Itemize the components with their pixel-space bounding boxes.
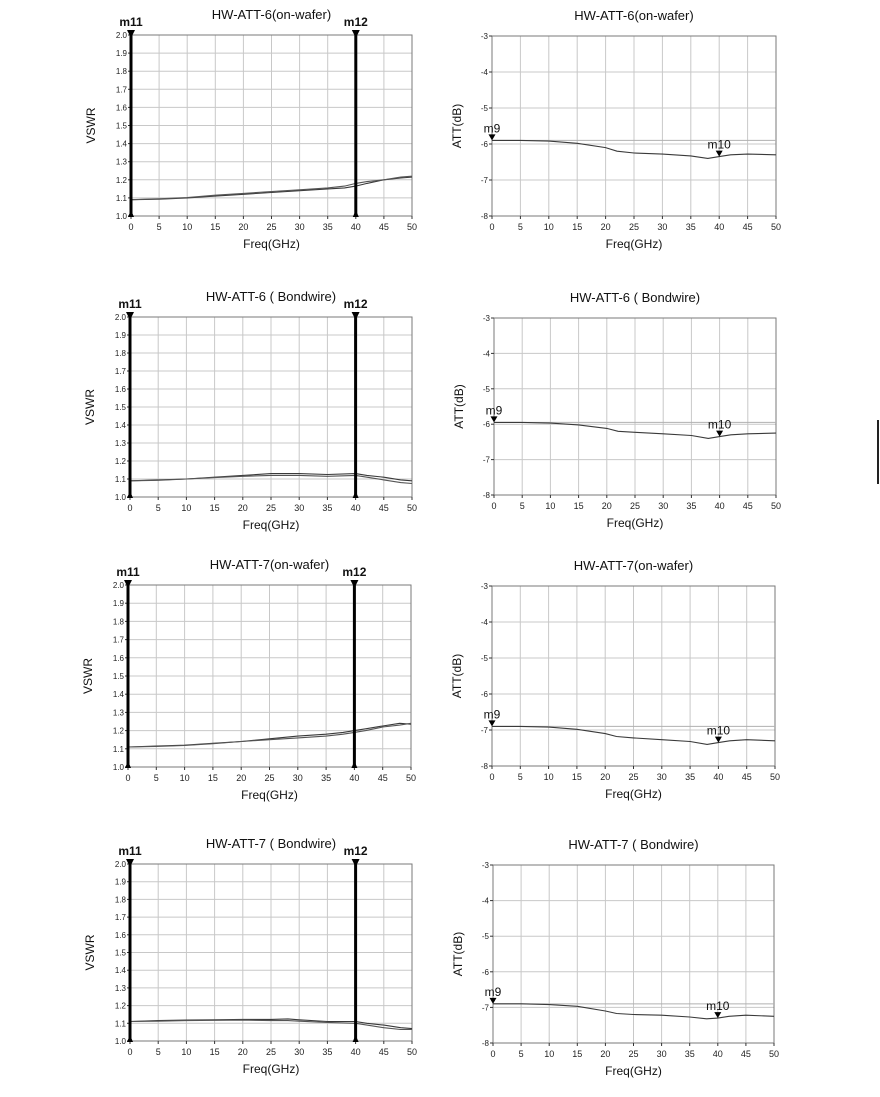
x-tick-label: 45 [742,222,753,232]
y-tick-label: 1.5 [114,403,126,412]
x-tick-label: 0 [490,1049,496,1059]
y-tick-label: 2.0 [112,581,124,590]
y-tick-label: 1.7 [115,85,127,95]
y-tick-label: -6 [480,690,488,699]
y-tick-label: -7 [482,455,490,465]
x-tick-label: 30 [292,773,303,783]
x-tick-label: 40 [714,222,725,232]
x-tick-label: 20 [600,1049,611,1059]
y-tick-label: 1.9 [112,599,124,609]
y-tick-label: 1.7 [114,367,126,376]
x-tick-label: 25 [265,503,277,513]
x-tick-label: 5 [153,773,159,783]
chart-title: HW-ATT-6(on-wafer) [211,7,332,22]
y-tick-label: -6 [482,420,490,430]
x-tick-label: 20 [600,772,611,782]
y-tick-label: -8 [481,1039,489,1048]
y-axis-label: VSWR [83,389,97,425]
y-tick-label: 1.1 [115,193,127,203]
x-tick-label: 35 [686,501,697,511]
y-tick-label: 1.2 [114,457,126,466]
y-tick-label: -3 [480,32,488,41]
x-tick-label: 10 [543,772,554,782]
y-axis-label: ATT(dB) [450,653,464,699]
chart-title: HW-ATT-6 ( Bondwire) [569,290,701,305]
chart-1 [84,7,417,251]
x-axis-label: Freq(GHz) [243,237,300,251]
x-tick-label: 50 [406,1047,418,1057]
marker-label-m12: m12 [343,297,368,311]
x-tick-label: 10 [181,503,192,513]
x-tick-label: 50 [770,501,782,511]
y-tick-label: 1.3 [114,983,126,993]
y-tick-label: -8 [482,491,490,500]
y-tick-label: -8 [480,212,488,221]
x-tick-label: 45 [741,772,752,782]
x-axis-label: Freq(GHz) [605,1064,662,1078]
x-tick-label: 30 [294,222,305,232]
x-tick-label: 20 [237,1047,248,1057]
y-tick-label: -5 [480,104,488,113]
y-tick-label: -3 [482,314,490,323]
y-axis-label: ATT(dB) [450,103,464,149]
x-tick-label: 20 [237,503,248,513]
x-tick-label: 35 [684,1049,695,1059]
x-tick-label: 15 [571,772,582,782]
x-tick-label: 0 [489,222,495,232]
x-tick-label: 50 [406,222,418,232]
y-tick-label: 1.3 [114,439,126,448]
marker-label-m10: m10 [707,137,731,152]
x-tick-label: 5 [156,222,162,232]
marker-label-m12: m12 [342,565,367,579]
x-tick-label: 50 [769,772,781,782]
y-tick-label: -5 [481,932,489,942]
x-tick-label: 45 [378,503,389,513]
y-tick-label: -5 [480,654,488,663]
x-tick-label: 5 [517,222,523,232]
x-tick-label: 30 [656,772,667,782]
y-tick-label: 1.8 [114,895,126,905]
x-tick-label: 25 [628,772,639,782]
y-tick-label: 1.1 [112,744,124,754]
marker-label-m12: m12 [343,15,368,29]
marker-label-m11: m11 [119,15,143,29]
x-tick-label: 20 [236,773,247,783]
x-tick-label: 25 [628,222,640,232]
x-tick-label: 30 [294,503,305,513]
y-tick-label: 1.2 [112,726,124,736]
y-tick-label: 2.0 [114,313,126,322]
chart-title: HW-ATT-7 ( Bondwire) [568,837,699,852]
y-tick-label: -4 [481,896,489,906]
y-tick-label: 1.3 [112,708,124,718]
y-tick-label: 1.2 [114,1001,126,1011]
x-tick-label: 35 [321,773,332,783]
x-tick-label: 0 [489,772,495,782]
marker-label-m10: m10 [706,999,730,1014]
x-tick-label: 40 [350,503,361,513]
y-tick-label: 2.0 [115,31,127,40]
y-axis-label: VSWR [81,658,95,694]
x-tick-label: 50 [770,222,782,232]
y-tick-label: -4 [480,68,488,77]
y-tick-label: 1.1 [114,475,126,484]
x-tick-label: 30 [294,1047,305,1057]
x-tick-label: 30 [656,1049,667,1059]
x-tick-label: 10 [543,222,554,232]
x-tick-label: 10 [545,501,556,511]
x-tick-label: 0 [127,1047,133,1057]
y-tick-label: 1.5 [114,948,126,958]
x-tick-label: 10 [181,1047,192,1057]
y-tick-label: 1.4 [114,421,126,430]
x-tick-label: 15 [210,222,221,232]
x-tick-label: 45 [378,1047,389,1057]
x-tick-label: 45 [740,1049,751,1059]
x-tick-label: 20 [600,222,611,232]
y-tick-label: 1.6 [112,653,124,663]
chart-3 [83,289,417,532]
x-tick-label: 0 [127,503,133,513]
y-tick-label: 1.3 [115,157,127,167]
y-tick-label: -6 [481,967,489,977]
x-axis-label: Freq(GHz) [605,237,663,251]
x-tick-label: 45 [742,501,753,511]
x-tick-label: 15 [573,501,584,511]
x-tick-label: 40 [712,1049,723,1059]
x-tick-label: 40 [350,222,361,232]
x-axis-label: Freq(GHz) [605,787,662,801]
x-axis-label: Freq(GHz) [241,788,298,802]
x-tick-label: 40 [349,773,360,783]
x-tick-label: 25 [264,773,275,783]
y-axis-label: VSWR [83,934,97,971]
x-tick-label: 50 [768,1049,780,1059]
y-axis-label: ATT(dB) [451,931,465,977]
y-tick-label: 1.9 [115,49,127,59]
y-tick-label: -8 [480,762,488,771]
marker-label-m11: m11 [118,297,142,311]
x-tick-label: 30 [657,222,668,232]
chart-title: HW-ATT-7 ( Bondwire) [205,836,337,851]
x-tick-label: 35 [322,222,333,232]
y-tick-label: 1.0 [112,763,124,772]
y-tick-label: -7 [480,176,488,185]
y-tick-label: 1.4 [115,139,127,149]
x-tick-label: 25 [628,1049,639,1059]
marker-label-m9: m9 [483,707,501,722]
chart-5 [81,557,416,802]
marker-label-m9: m9 [483,121,501,136]
y-tick-label: 1.1 [114,1019,126,1029]
x-tick-label: 20 [601,501,612,511]
chart-title: HW-ATT-7(on-wafer) [573,558,694,573]
y-tick-label: 1.5 [115,121,127,131]
x-tick-label: 40 [714,501,725,511]
marker-label-m9: m9 [485,403,503,418]
x-tick-label: 25 [265,1047,277,1057]
x-tick-label: 20 [238,222,249,232]
y-tick-label: 2.0 [114,860,126,869]
chart-title: HW-ATT-7(on-wafer) [209,557,330,572]
y-tick-label: 1.0 [114,493,126,502]
x-tick-label: 10 [182,222,193,232]
y-tick-label: 1.2 [115,175,127,185]
x-axis-label: Freq(GHz) [606,516,664,530]
chart-4 [452,290,781,530]
chart-7 [83,836,417,1076]
y-tick-label: -6 [480,140,488,149]
x-tick-label: 25 [629,501,641,511]
y-tick-label: -4 [482,349,490,359]
chart-8 [451,837,779,1078]
y-tick-label: 1.8 [115,67,127,77]
x-tick-label: 15 [572,222,583,232]
marker-label-m12: m12 [343,844,368,858]
x-tick-label: 15 [572,1049,583,1059]
x-tick-label: 50 [405,773,417,783]
marker-label-m9: m9 [484,984,502,999]
y-tick-label: 1.5 [112,672,124,681]
marker-label-m11: m11 [116,565,140,579]
y-tick-label: 1.4 [112,690,124,700]
y-axis-label: ATT(dB) [452,384,466,429]
x-tick-label: 5 [155,503,161,513]
y-tick-label: -7 [481,1003,489,1013]
marker-label-m11: m11 [118,844,142,858]
x-tick-label: 40 [713,772,724,782]
x-tick-label: 45 [377,773,388,783]
x-tick-label: 0 [125,773,131,783]
x-tick-label: 15 [207,773,218,783]
marker-label-m10: m10 [707,417,732,432]
x-tick-label: 25 [266,222,277,232]
y-axis-label: VSWR [84,107,98,144]
x-tick-label: 10 [544,1049,555,1059]
marker-label-m10: m10 [706,723,731,738]
x-tick-label: 30 [658,501,669,511]
y-tick-label: -3 [480,582,488,591]
x-tick-label: 5 [519,501,525,511]
y-tick-label: 1.9 [114,331,126,340]
page-edge-mark [877,420,879,484]
x-tick-label: 10 [179,773,190,783]
y-tick-label: 1.0 [115,212,127,221]
y-tick-label: 1.6 [115,103,127,113]
y-tick-label: 1.8 [112,617,124,627]
chart-6 [450,558,780,801]
x-tick-label: 0 [491,501,497,511]
y-tick-label: 1.7 [114,913,126,923]
y-tick-label: 1.8 [114,349,126,358]
x-tick-label: 15 [209,503,220,513]
x-tick-label: 40 [350,1047,361,1057]
x-tick-label: 5 [517,772,523,782]
y-tick-label: -3 [481,861,489,870]
x-tick-label: 5 [518,1049,524,1059]
x-tick-label: 35 [322,1047,333,1057]
x-axis-label: Freq(GHz) [242,518,300,532]
chart-title: HW-ATT-6(on-wafer) [574,8,694,23]
y-tick-label: 1.6 [114,930,126,940]
x-tick-label: 35 [685,222,696,232]
x-tick-label: 35 [685,772,696,782]
x-tick-label: 45 [378,222,389,232]
y-tick-label: 1.4 [114,966,126,976]
x-tick-label: 15 [209,1047,220,1057]
y-tick-label: 1.7 [112,635,124,645]
x-tick-label: 5 [155,1047,161,1057]
y-tick-label: 1.9 [114,877,126,887]
y-tick-label: 1.6 [114,385,126,394]
x-tick-label: 35 [322,503,333,513]
y-tick-label: 1.0 [114,1037,126,1046]
x-tick-label: 50 [406,503,418,513]
chart-title: HW-ATT-6 ( Bondwire) [205,289,337,304]
y-tick-label: -4 [480,618,488,627]
y-tick-label: -5 [482,384,490,394]
chart-2 [450,8,781,251]
x-axis-label: Freq(GHz) [242,1062,300,1076]
y-tick-label: -7 [480,726,488,735]
x-tick-label: 0 [128,222,134,232]
